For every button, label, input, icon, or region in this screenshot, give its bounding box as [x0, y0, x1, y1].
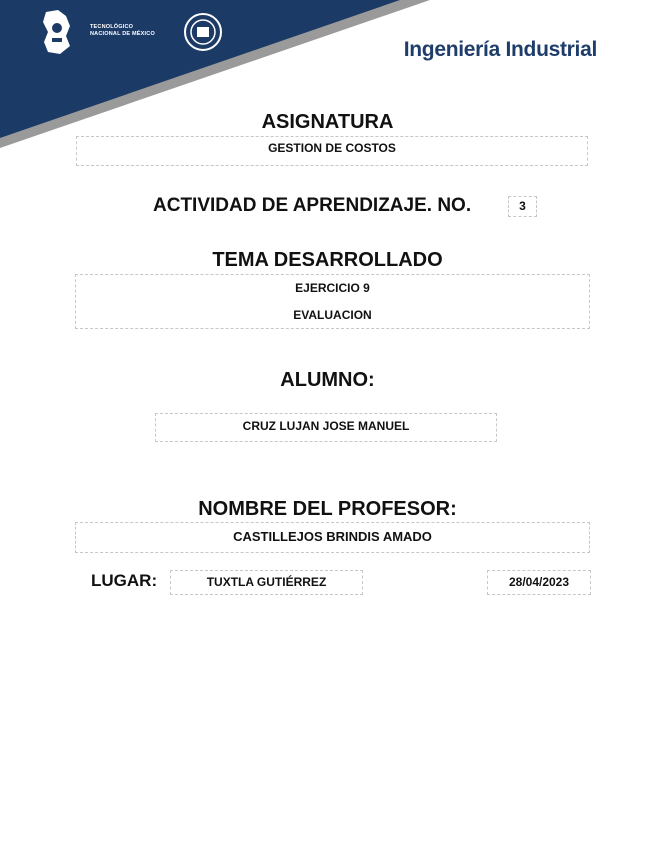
tecnm-logo-icon: [40, 8, 74, 56]
topic-label: TEMA DESARROLLADO: [212, 249, 443, 271]
institute-seal-icon: [183, 12, 223, 52]
activity-number-box: [508, 196, 537, 217]
place-box: [170, 570, 363, 595]
subject-label: ASIGNATURA: [261, 111, 394, 133]
topic-line-2: EVALUACION: [293, 308, 372, 322]
student-box: [155, 413, 497, 442]
student-name: CRUZ LUJAN JOSE MANUEL: [242, 419, 410, 433]
institution-line1: TECNOLÓGICO: [90, 24, 134, 30]
subject-value: GESTION DE COSTOS: [268, 141, 396, 155]
place-value: TUXTLA GUTIÉRREZ: [206, 575, 327, 589]
date-box: [487, 570, 591, 595]
activity-label: ACTIVIDAD DE APRENDIZAJE. NO.: [153, 195, 472, 216]
professor-name: CASTILLEJOS BRINDIS AMADO: [233, 529, 432, 544]
student-label: ALUMNO:: [280, 369, 375, 391]
activity-number: 3: [519, 199, 526, 213]
professor-label: NOMBRE DEL PROFESOR:: [198, 498, 457, 520]
subject-box: [76, 136, 588, 166]
career-title: Ingeniería Industrial: [403, 38, 597, 61]
institution-name: [90, 24, 155, 38]
place-label: LUGAR:: [91, 571, 158, 590]
institution-line2: NACIONAL DE MÉXICO: [90, 31, 155, 37]
date-value: 28/04/2023: [508, 575, 570, 589]
topic-box: [75, 274, 590, 329]
topic-line-1: EJERCICIO 9: [295, 281, 370, 295]
professor-box: [75, 522, 590, 553]
